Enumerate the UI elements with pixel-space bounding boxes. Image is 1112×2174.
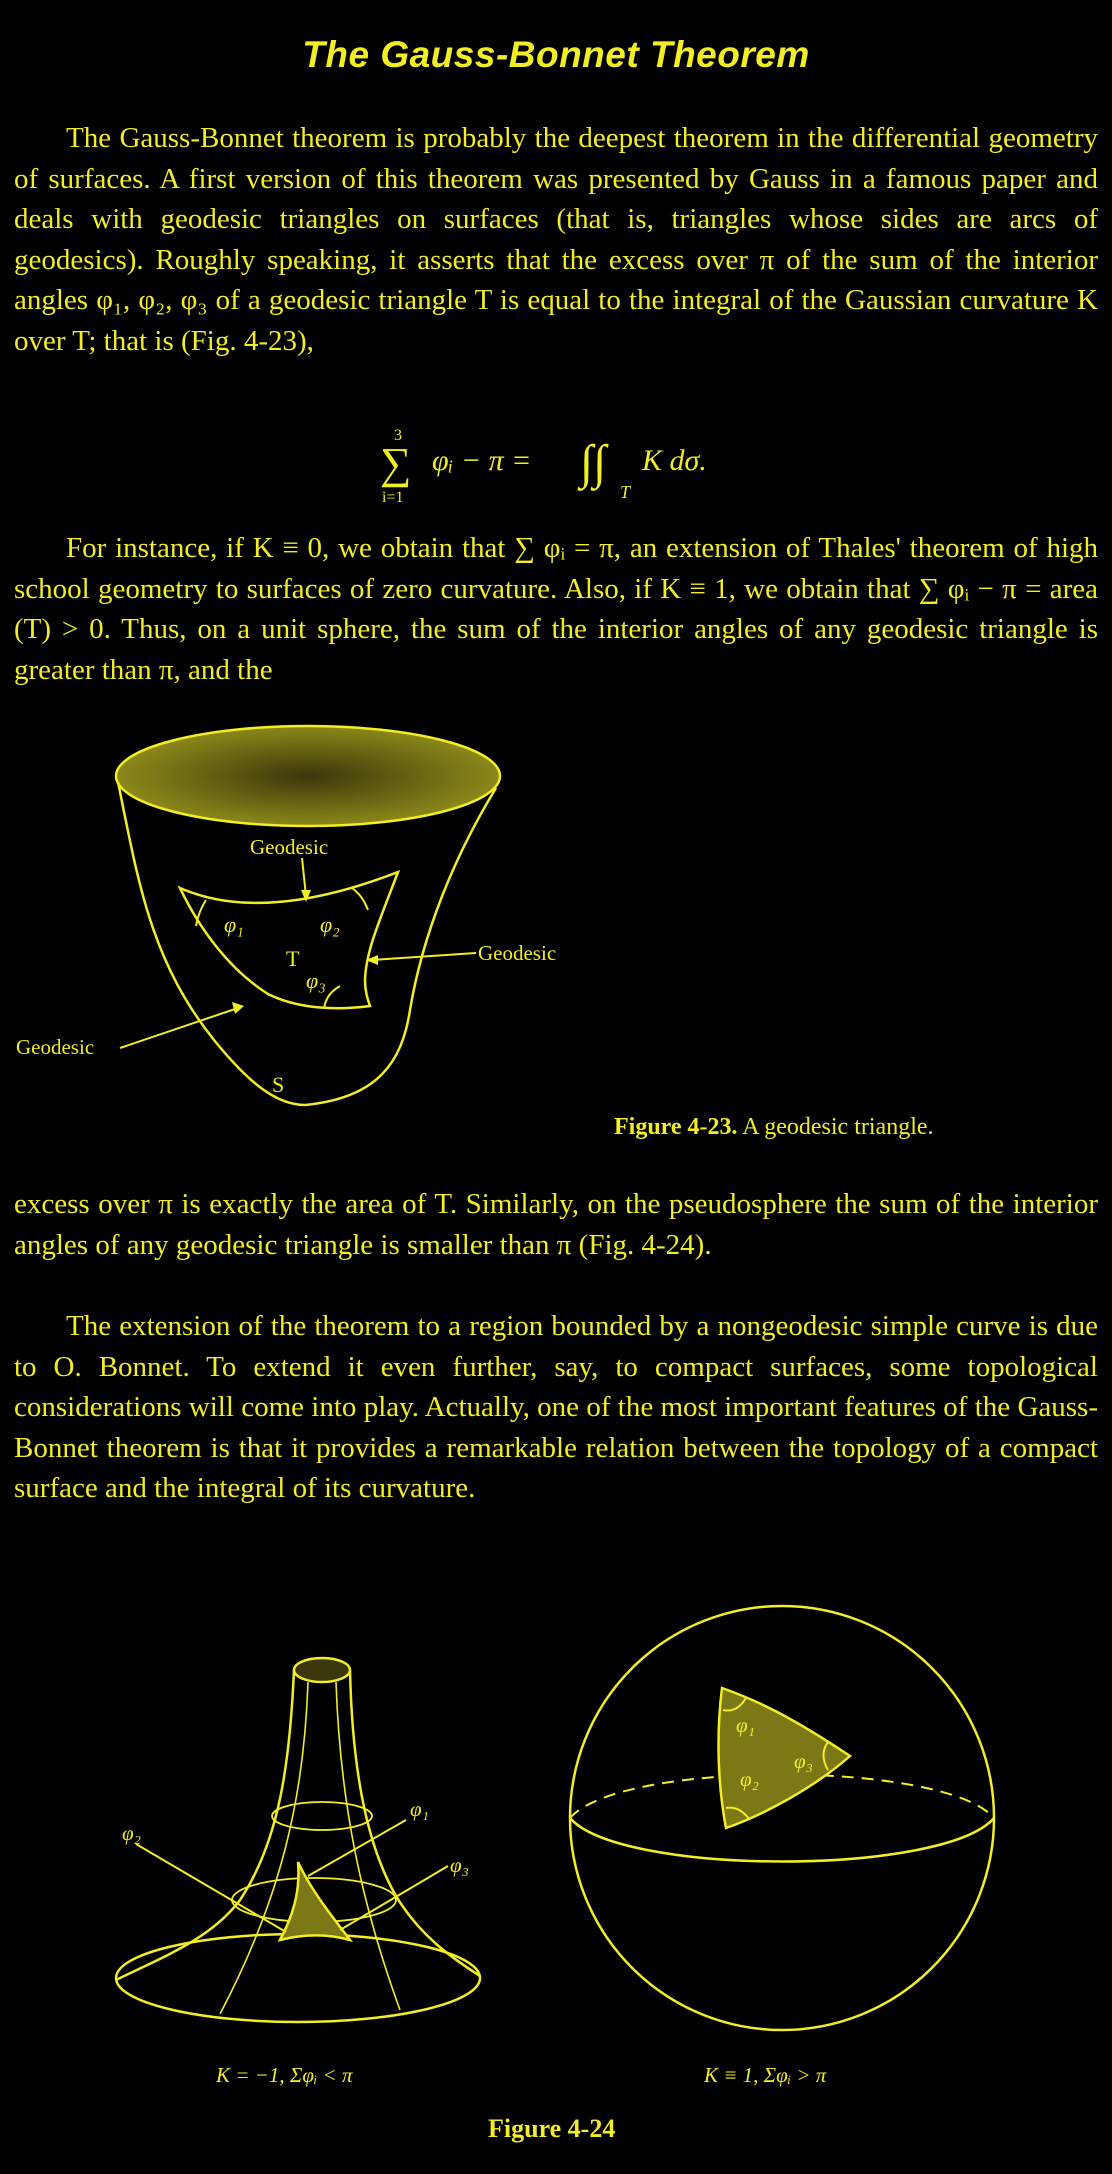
angle-arc-phi1 [196,900,206,926]
surface-right-outline [305,788,496,1105]
angle-arc-phi3 [324,986,340,1008]
pseudosphere-top-rim [294,1658,350,1682]
label-phi3: φ₃ [306,968,326,993]
sigma-symbol: ∑ [380,439,412,488]
figure-4-24-label: Figure 4-24 [488,2114,616,2143]
pointer-geodesic-left [120,1008,238,1048]
figure-4-23-caption [614,1114,934,1141]
pseudosphere-caption: K = −1, Σφᵢ < π [216,2063,353,2087]
sphere-triangle [719,1688,850,1828]
figure-4-24-pseudosphere [100,1640,500,2030]
sphere-caption: K ≡ 1, Σφᵢ > π [704,2063,827,2087]
pointer-phi3 [340,1866,448,1930]
pseudosphere-latitude-1 [272,1802,372,1830]
paragraph-extension [14,1306,1098,1509]
surface-rim [116,726,500,826]
label-geodesic-left: Geodesic [16,1035,95,1059]
double-integral: ∫∫ [580,436,607,489]
figure-4-23-diagram [0,710,560,1150]
paragraph-intro-text: The Gauss-Bonnet theorem is probably the deepest theorem in the differential geometry of surfaces. A first version of this theorem was presented by Gauss in a famous paper and deals with geodesic triangles on surfaces (that is, triangles whose sides are arcs of geodesics). Roughly speaking, it asserts that the excess over π of the sum of the interior angles φ₁, φ₂, φ₃ of a geodesic triangle T is equal to the integral of the Gaussian curvature K over T; that is (Fig. 4-23), [14,122,1098,357]
pseudosphere-right-profile [350,1670,480,1976]
formula-integrand: K dσ. [642,444,707,477]
geodesic-triangle [180,872,398,1008]
pseudosphere-meridian-1 [220,1682,308,2014]
page-title: The Gauss-Bonnet Theorem [302,34,810,75]
paragraph-instance [14,528,1098,690]
paragraph-instance-text: For instance, if K ≡ 0, we obtain that ∑ φᵢ = π, an extension of Thales' theorem of high school geometry to surfaces of zero curvature. Also, if K ≡ 1, we obtain that ∑ φᵢ − π = area (T) > 0. Thus, on a unit sphere, the sum of the interior angles of any geodesic triangle is greater than π, and the [14,532,1098,686]
pseudosphere-triangle [280,1862,350,1940]
pseudosphere-meridian-2 [336,1682,400,2010]
sphere-equator-front [570,1818,994,1862]
pseudosphere-label-phi1: φ₁ [410,1797,429,1821]
sphere-label-phi2: φ₂ [740,1767,759,1791]
figure-4-23-caption-text: A geodesic triangle. [742,1114,934,1140]
arrowhead-geodesic-left [232,1002,244,1014]
sphere-label-phi1: φ₁ [736,1713,755,1737]
figure-4-24-sphere [560,1596,1010,2036]
gauss-bonnet-formula [380,420,740,520]
formula-lhs: φᵢ − π = [432,444,532,477]
pseudosphere-label-phi2: φ₂ [122,1821,141,1845]
sum-upper-limit: 3 [394,427,402,444]
integral-domain: T [620,482,631,502]
label-phi1: φ₁ [224,912,244,937]
label-geodesic-top: Geodesic [250,835,329,859]
label-S: S [272,1072,285,1097]
label-T: T [286,946,300,971]
label-phi2: φ₂ [320,912,340,937]
pseudosphere-label-phi3: φ₃ [450,1853,469,1877]
paragraph-pseudosphere [14,1184,1098,1265]
pointer-phi1 [308,1820,406,1876]
sum-lower-limit: i=1 [382,489,404,506]
sphere-label-phi3: φ₃ [794,1749,813,1773]
pseudosphere-base [116,1934,480,2022]
label-geodesic-right: Geodesic [478,941,557,965]
paragraph-pseudosphere-text: excess over π is exactly the area of T. Similarly, on the pseudosphere the sum of the interior angles of any geodesic triangle is smaller than π (Fig. 4-24). [14,1188,1098,1261]
paragraph-extension-text: The extension of the theorem to a region bounded by a nongeodesic simple curve is due to O. Bonnet. To extend it even further, say, to compact surfaces, some topological considerations will come into play. Actually, one of the most important features of the Gauss-Bonnet theorem is that it provides a remarkable relation between the topology of a compact surface and the integral of its curvature. [14,1310,1098,1505]
angle-arc-phi2 [352,888,368,910]
sphere-outline [570,1606,994,2030]
surface-left-outline [118,782,305,1105]
paragraph-intro [14,118,1098,362]
pointer-geodesic-right [372,953,476,960]
figure-4-23-caption-label: Figure 4-23. [614,1114,738,1140]
